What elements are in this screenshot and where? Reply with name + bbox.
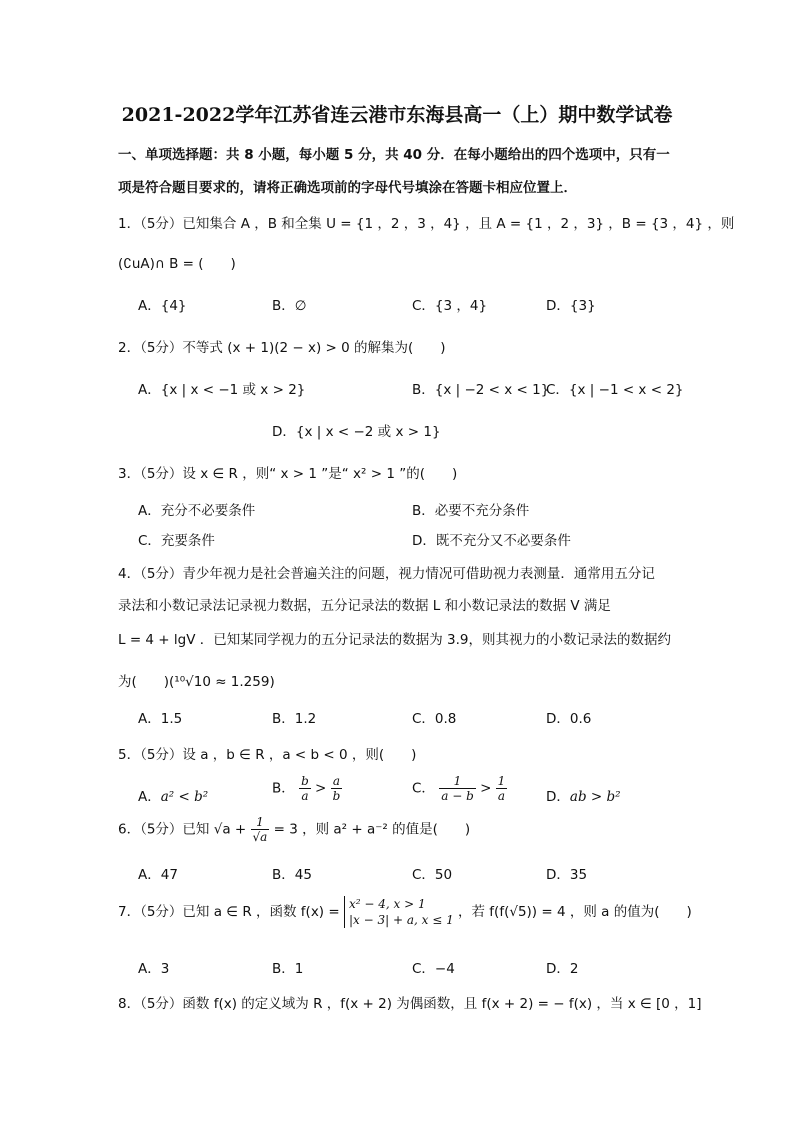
q5-option-c — [412, 774, 507, 803]
q5c-num2: 1 — [497, 774, 506, 788]
q4-option-c: C．0.8 — [412, 711, 457, 727]
q4-stem-line-3: L = 4 + lgV ．已知某同学视力的五分记录法的数据为 3.9，则其视力的小数记录法的数据约 — [118, 632, 672, 648]
q7-case-2: |x − 3| + a, x ≤ 1 — [348, 913, 454, 927]
q1-option-b: B．∅ — [272, 298, 307, 314]
q3-option-b: B．必要不充分条件 — [412, 503, 530, 519]
q2-option-b: B．{x | −2 < x < 1} — [412, 382, 550, 398]
q1-option-a: A．{4} — [138, 298, 187, 314]
q2-option-d: D．{x | x < −2 或 x > 1} — [272, 424, 441, 440]
q4-stem-line-2: 录法和小数记录法记录视力数据，五分记录法的数据 L 和小数记录法的数据 V 满足 — [118, 598, 611, 614]
q4-stem-line-1: 4．（5分）青少年视力是社会普遍关注的问题，视力情况可借助视力表测量．通常用五分记 — [118, 566, 655, 582]
q7-option-b: B．1 — [272, 961, 304, 977]
q6-option-a: A．47 — [138, 867, 178, 883]
q1-option-d: D．{3} — [546, 298, 596, 314]
q5-stem: 5．（5分）设 a ，b ∈ R ，a < b < 0 ，则( ) — [118, 747, 417, 763]
q1-stem-line-2: (∁uA)∩ B = ( ) — [118, 256, 236, 272]
q3-option-d: D．既不充分又不必要条件 — [412, 533, 571, 549]
q6-option-d: D．35 — [546, 867, 588, 883]
q5b-den1: a — [301, 789, 309, 803]
q6-frac-num: 1 — [251, 815, 270, 830]
q7-option-d: D．2 — [546, 961, 579, 977]
q7-stem-post: ，若 f(f(√5)) = 4 ，则 a 的值为( ) — [458, 904, 692, 920]
q5b-num1: b — [301, 774, 309, 788]
q5-option-a — [138, 785, 208, 805]
q6-stem — [118, 815, 470, 844]
q5b-op: > — [315, 780, 327, 797]
q4-option-d: D．0.6 — [546, 711, 592, 727]
section-heading-line-2: 项是符合题目要求的，请将正确选项前的字母代号填涂在答题卡相应位置上． — [118, 180, 577, 196]
q5-option-a-label: A． — [138, 789, 161, 805]
q3-stem: 3．（5分）设 x ∈ R ，则“ x > 1 ”是“ x² > 1 ”的( ) — [118, 466, 458, 482]
q7-piecewise — [344, 896, 454, 928]
page-title: 2021-2022学年江苏省连云港市东海县高一（上）期中数学试卷 — [121, 104, 673, 126]
q1-stem-line-1: 1．（5分）已知集合 A ，B 和全集 U = {1 ，2 ，3 ，4} ，且 A = {1 ，2 ，3} ，B = {3 ，4} ，则 — [118, 216, 735, 232]
q5-option-c-label: C． — [412, 780, 435, 797]
q5-option-a-expr: a² < b² — [160, 789, 209, 805]
q6-stem-pre: 6．（5分）已知 √a + — [118, 821, 247, 838]
q5-option-d-expr: ab > b² — [569, 789, 621, 805]
q6-option-c: C．50 — [412, 867, 453, 883]
q5c-den2: a — [497, 789, 506, 803]
q6-frac-den: √a — [252, 830, 268, 844]
q8-stem: 8．（5分）函数 f(x) 的定义域为 R ，f(x + 2) 为偶函数，且 f(x + 2) = − f(x) ，当 x ∈ [0 ，1] — [118, 996, 702, 1012]
q5b-num2: a — [331, 774, 343, 789]
q4-option-b: B．1.2 — [272, 711, 317, 727]
q7-stem-pre: 7．（5分）已知 a ∈ R ，函数 f(x) = — [118, 904, 340, 920]
q7-option-c: C．−4 — [412, 961, 455, 977]
q5b-den2: b — [332, 789, 341, 803]
q6-option-b: B．45 — [272, 867, 312, 883]
q7-case-1: x² − 4, x > 1 — [348, 897, 426, 911]
q6-stem-post: = 3 ，则 a² + a⁻² 的值是( ) — [273, 821, 471, 838]
q4-stem-line-4: 为( )(¹⁰√10 ≈ 1.259) — [118, 674, 275, 690]
section-heading-line-1: 一、单项选择题：共 8 小题，每小题 5 分，共 40 分．在每小题给出的四个选项中，只有一 — [118, 147, 670, 163]
q1-option-c: C．{3 ，4} — [412, 298, 488, 314]
q2-option-a: A．{x | x < −1 或 x > 2} — [138, 382, 306, 398]
q2-option-c: C．{x | −1 < x < 2} — [546, 382, 684, 398]
q7-option-a: A．3 — [138, 961, 170, 977]
q3-option-c: C．充要条件 — [138, 533, 215, 549]
q5c-den1: a − b — [441, 789, 474, 803]
q2-stem: 2．（5分）不等式 (x + 1)(2 − x) > 0 的解集为( ) — [118, 340, 446, 356]
q7-stem — [118, 896, 692, 928]
q5c-op: > — [480, 780, 492, 797]
q4-option-a: A．1.5 — [138, 711, 183, 727]
q3-option-a: A．充分不必要条件 — [138, 503, 256, 519]
q5-option-d — [546, 785, 621, 805]
q5-option-d-label: D． — [546, 789, 570, 805]
q5-option-b — [272, 774, 342, 803]
q5c-num1: 1 — [439, 774, 476, 789]
q5-option-b-label: B． — [272, 780, 295, 797]
